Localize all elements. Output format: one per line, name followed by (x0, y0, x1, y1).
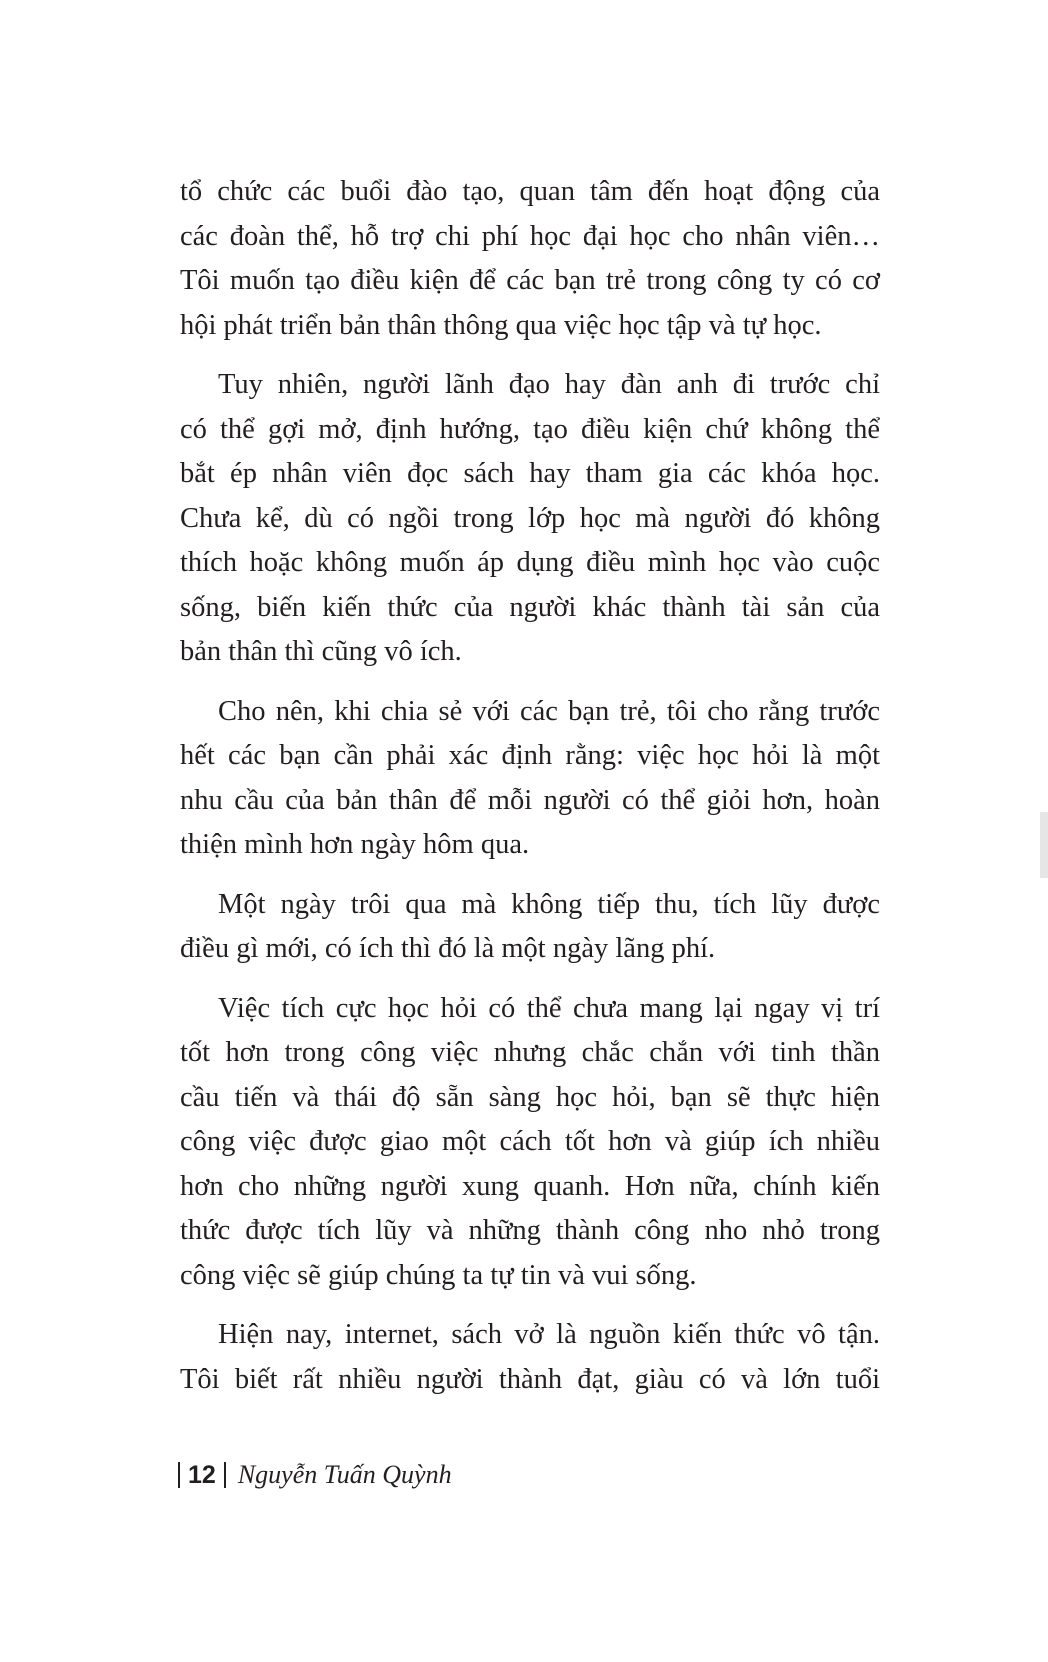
text-line: cầu tiến và thái độ sẵn sàng học hỏi, bạn sẽ thực hiện (180, 1081, 880, 1113)
footer-divider (178, 1462, 180, 1488)
text-line: Hiện nay, internet, sách vở là nguồn kiến thức vô tận. (218, 1319, 880, 1350)
paragraph (180, 883, 880, 972)
text-line: thích hoặc không muốn áp dụng điều mình học vào cuộc (180, 547, 880, 578)
text-line: công việc sẽ giúp chúng ta tự tin và vui sống. (180, 1259, 697, 1291)
text-line: bắt ép nhân viên đọc sách hay tham gia các khóa học. (180, 458, 880, 489)
paragraph (180, 987, 880, 1299)
paragraph (180, 363, 880, 675)
text-line: có thể gợi mở, định hướng, tạo điều kiện chứ không thể (180, 413, 880, 445)
text-line: Một ngày trôi qua mà không tiếp thu, tích lũy được (218, 888, 880, 920)
paragraph (180, 690, 880, 868)
paragraph (180, 170, 880, 348)
page-number: 12 (188, 1460, 216, 1489)
author-name: Nguyễn Tuấn Quỳnh (237, 1460, 452, 1489)
text-line: điều gì mới, có ích thì đó là một ngày lãng phí. (180, 933, 716, 964)
text-line: Tôi biết rất nhiều người thành đạt, giàu có và lớn tuổi (180, 1363, 880, 1395)
text-line: hết các bạn cần phải xác định rằng: việc học hỏi là một (180, 740, 880, 771)
text-line: các đoàn thể, hỗ trợ chi phí học đại học cho nhân viên… (180, 220, 880, 252)
text-line: thiện mình hơn ngày hôm qua. (180, 829, 530, 860)
text-line: Chưa kể, dù có ngồi trong lớp học mà người đó không (180, 502, 880, 534)
text-line: tốt hơn trong công việc nhưng chắc chắn với tinh thần (180, 1037, 880, 1068)
page-edge-mark (1040, 812, 1048, 878)
text-line: Việc tích cực học hỏi có thể chưa mang lại ngay vị trí (218, 992, 880, 1024)
text-line: thức được tích lũy và những thành công nho nhỏ trong (180, 1215, 880, 1246)
paragraph (180, 1313, 880, 1402)
text-line: nhu cầu của bản thân để mỗi người có thể giỏi hơn, hoàn (180, 784, 880, 816)
page-footer (178, 1455, 452, 1495)
text-line: Cho nên, khi chia sẻ với các bạn trẻ, tôi cho rằng trước (218, 695, 880, 727)
text-line: sống, biến kiến thức của người khác thành tài sản của (180, 591, 880, 623)
text-line: tổ chức các buổi đào tạo, quan tâm đến hoạt động của (180, 176, 880, 207)
footer-divider (224, 1462, 226, 1488)
text-line: Tôi muốn tạo điều kiện để các bạn trẻ trong công ty có cơ (180, 265, 880, 296)
body-text (180, 170, 880, 1417)
text-line: hơn cho những người xung quanh. Hơn nữa, chính kiến (180, 1170, 880, 1202)
text-line: hội phát triển bản thân thông qua việc học tập và tự học. (180, 309, 822, 341)
text-line: công việc được giao một cách tốt hơn và giúp ích nhiều (180, 1126, 880, 1157)
text-line: Tuy nhiên, người lãnh đạo hay đàn anh đi trước chỉ (218, 369, 880, 400)
text-line: bản thân thì cũng vô ích. (180, 636, 462, 667)
